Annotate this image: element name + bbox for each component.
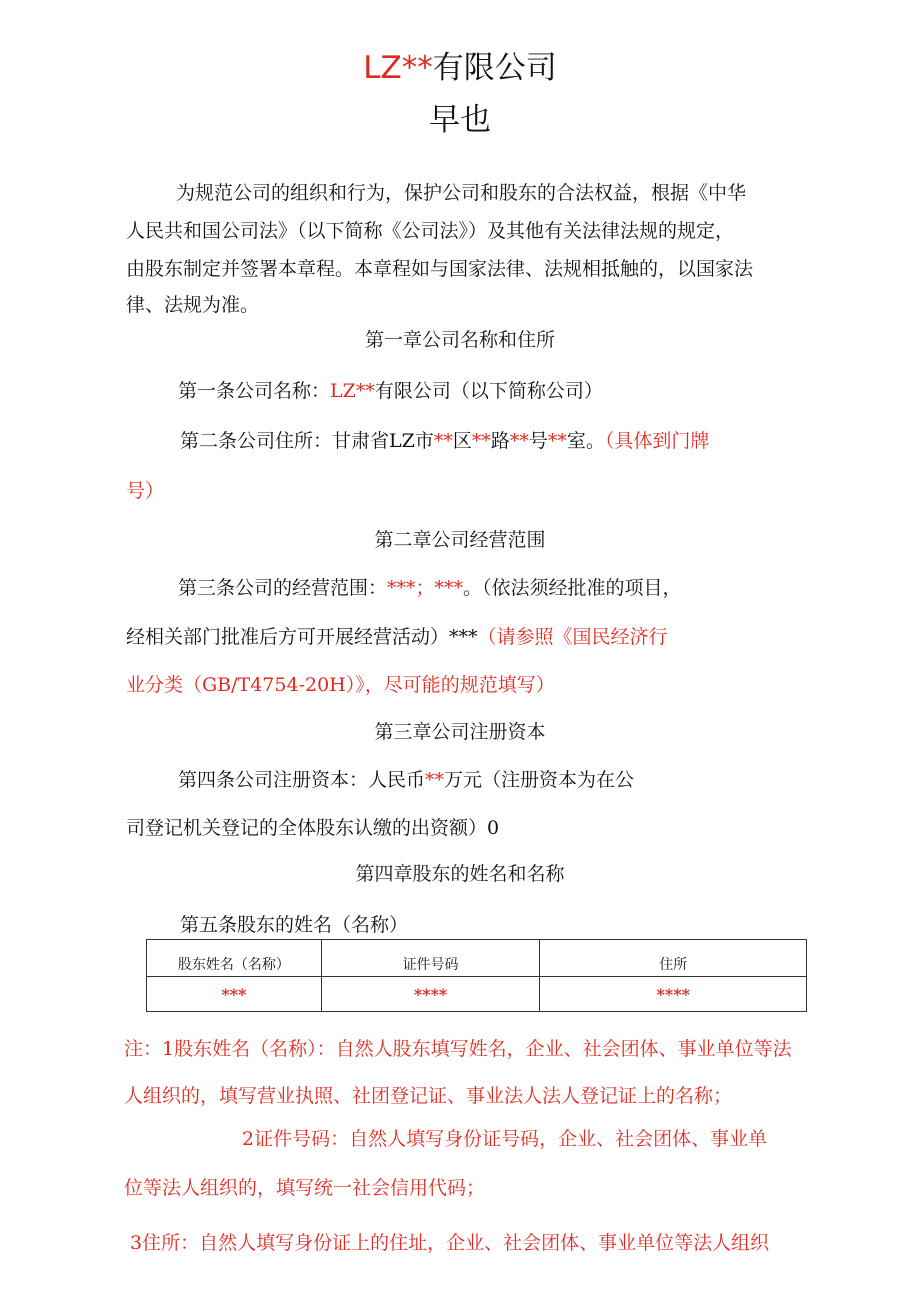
article-2-placeholder: ** [471, 430, 491, 452]
article-1 [178, 378, 603, 404]
preamble-line-1: 为规范公司的组织和行为，保护公司和股东的合法权益，根据《中华 [176, 182, 747, 204]
table-cell: **** [540, 977, 807, 1012]
note-2-line-2: 位等法人组织的，填写统一社会信用代码； [124, 1177, 486, 1199]
article-3-line-2-text: 经相关部门批准后方可开展经营活动）*** [126, 626, 478, 648]
article-2-note-cont: 号） [126, 480, 165, 502]
note-1-line-2: 人组织的，填写营业执照、社团登记证、事业法人法人登记证上的名称； [124, 1085, 733, 1107]
article-2 [180, 428, 709, 454]
table-header-cell: 证件号码 [321, 940, 540, 977]
document-title: 早也 [429, 102, 491, 138]
article-2-road: 路 [490, 430, 510, 452]
article-2-placeholder: ** [547, 430, 567, 452]
article-1-label: 第一条公司名称： [178, 380, 331, 402]
article-5: 第五条股东的姓名（名称） [180, 914, 409, 936]
chapter-3-title: 第三章公司注册资本 [374, 721, 546, 743]
article-1-rest: 有限公司（以下简称公司） [374, 380, 603, 402]
company-suffix: 有限公司 [432, 50, 557, 86]
article-3-items: ***；*** [387, 577, 464, 599]
table-header-cell: 住所 [540, 940, 807, 977]
article-4 [178, 767, 634, 793]
article-3-label: 第三条公司的经营范围： [178, 577, 388, 599]
article-4-amount: ** [425, 769, 445, 791]
article-3-note: （请参照《国民经济行 [477, 626, 668, 648]
chapter-1-title: 第一章公司名称和住所 [364, 329, 555, 351]
table-cell: **** [321, 977, 540, 1012]
company-prefix: LZ** [363, 50, 433, 86]
chapter-4-title: 第四章股东的姓名和名称 [355, 863, 565, 885]
article-4-label: 第四条公司注册资本：人民币 [178, 769, 426, 791]
article-2-placeholder: ** [433, 430, 453, 452]
article-2-room: 室。 [566, 430, 605, 452]
article-3-note-cont: 业分类（GB/T4754-20H）》，尽可能的规范填写） [126, 674, 555, 696]
chapter-2-title: 第二章公司经营范围 [374, 529, 546, 551]
article-4-rest: 万元（注册资本为在公 [444, 769, 635, 791]
note-1-line-1: 注：1股东姓名（名称）：自然人股东填写姓名，企业、社会团体、事业单位等法 [124, 1038, 792, 1060]
preamble-line-3: 由股东制定并签署本章程。本章程如与国家法律、法规相抵触的，以国家法 [126, 258, 754, 280]
preamble-line-2: 人民共和国公司法》（以下简称《公司法》）及其他有关法律法规的规定， [126, 220, 735, 242]
shareholder-table [146, 939, 807, 1012]
preamble-line-4: 律、法规为准。 [126, 294, 260, 316]
article-1-name: LZ** [330, 380, 375, 402]
table-row [147, 977, 807, 1012]
article-2-label: 第二条公司住所：甘肃省LZ市 [180, 430, 434, 452]
article-3-line-2 [126, 624, 668, 650]
note-2-line-1: 2证件号码：自然人填写身份证号码，企业、社会团体、事业单 [242, 1128, 768, 1150]
article-2-note: （具体到门牌 [604, 430, 710, 452]
article-2-district: 区 [452, 430, 472, 452]
article-3 [178, 575, 682, 601]
table-header-row [147, 940, 807, 977]
article-3-rest: 。（依法须经批准的项目， [463, 577, 682, 599]
article-2-placeholder: ** [509, 430, 529, 452]
note-3-line-1: 3住所：自然人填写身份证上的住址，企业、社会团体、事业单位等法人组织 [130, 1232, 770, 1254]
article-2-number: 号 [528, 430, 548, 452]
company-title [0, 46, 920, 90]
table-cell: *** [147, 977, 322, 1012]
article-4-line-2: 司登记机关登记的全体股东认缴的出资额）0 [126, 817, 500, 839]
table-header-cell: 股东姓名（名称） [147, 940, 322, 977]
